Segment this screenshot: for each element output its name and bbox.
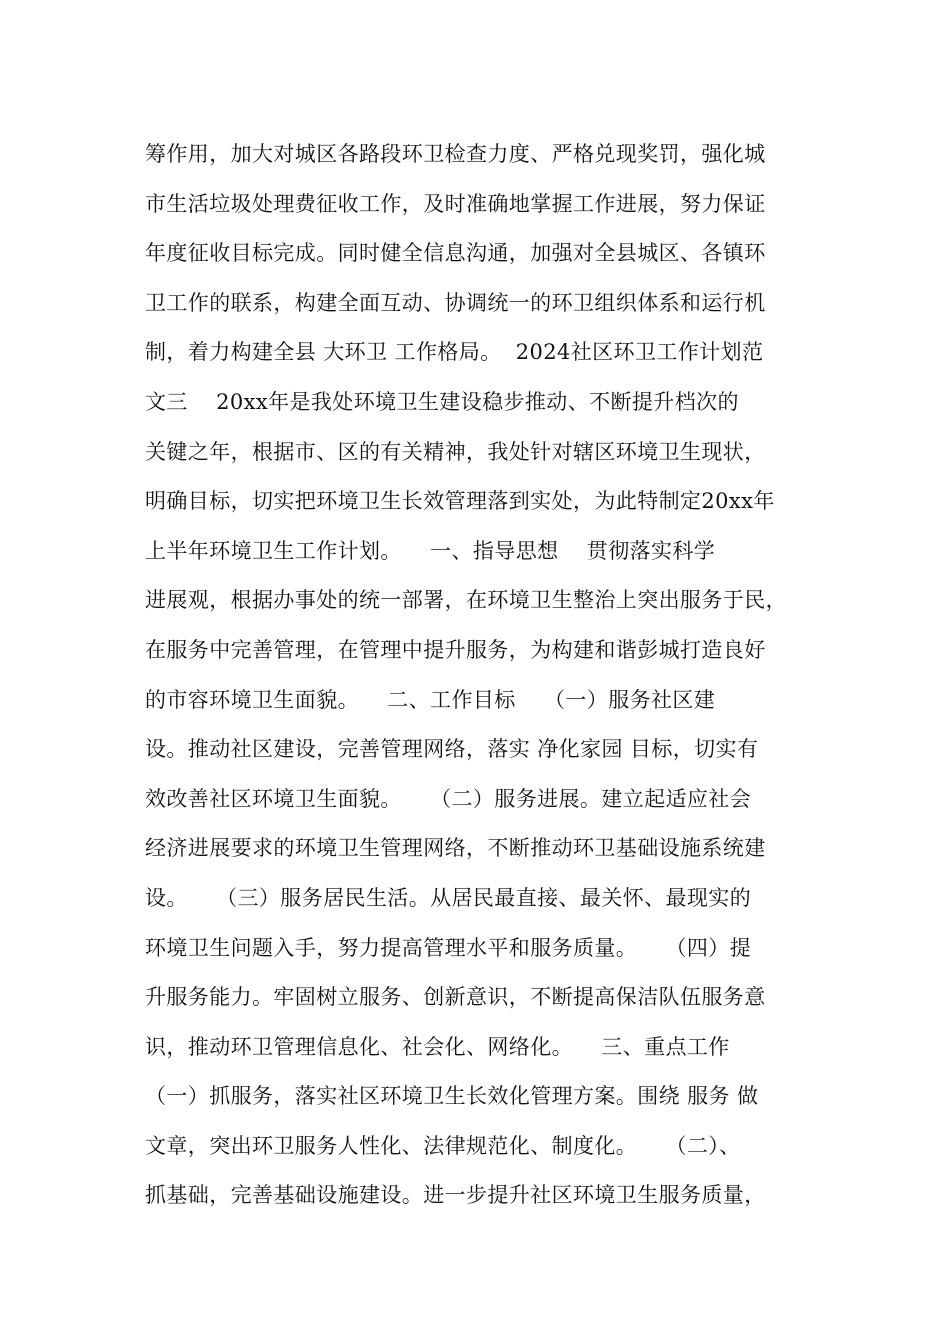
text-line: 设。 （三）服务居民生活。从居民最直接、最关怀、最现实的 bbox=[145, 885, 752, 910]
text-line: （一）抓服务，落实社区环境卫生长效化管理方案。围绕 服务 做 bbox=[145, 1084, 759, 1109]
text-line: 上半年环境卫生工作计划。 一、指导思想 贯彻落实科学 bbox=[145, 538, 716, 563]
text-line: 升服务能力。牢固树立服务、创新意识，不断提高保洁队伍服务意 bbox=[145, 985, 766, 1010]
text-line: 效改善社区环境卫生面貌。 （二）服务进展。建立起适应社会 bbox=[145, 786, 752, 811]
text-line: 识，推动环卫管理信息化、社会化、网络化。 三、重点工作 bbox=[145, 1034, 730, 1059]
text-line: 文章，突出环卫服务人性化、法律规范化、制度化。 （二）、 bbox=[145, 1133, 741, 1158]
text-line: 市生活垃圾处理费征收工作，及时准确地掌握工作进展，努力保证 bbox=[145, 191, 766, 216]
text-line: 年度征收目标完成。同时健全信息沟通，加强对全县城区、各镇环 bbox=[145, 241, 766, 266]
document-body bbox=[145, 130, 825, 1221]
text-line: 文三 20xx年是我处环境卫生建设稳步推动、不断提升档次的 bbox=[145, 389, 739, 414]
text-line: 设。推动社区建设，完善管理网络，落实 净化家园 目标，切实有 bbox=[145, 737, 759, 762]
text-line: 卫工作的联系，构建全面互动、协调统一的环卫组织体系和运行机 bbox=[145, 290, 766, 315]
text-line: 制，着力构建全县 大环卫 工作格局。 2024社区环卫工作计划范 bbox=[145, 340, 764, 365]
text-line: 进展观，根据办事处的统一部署，在环境卫生整治上突出服务于民， bbox=[145, 588, 787, 613]
text-line: 明确目标，切实把环境卫生长效管理落到实处，为此特制定20xx年 bbox=[145, 489, 775, 514]
text-line: 筹作用，加大对城区各路段环卫检查力度、严格兑现奖罚，强化城 bbox=[145, 142, 766, 166]
text-line: 的市容环境卫生面貌。 二、工作目标 （一）服务社区建 bbox=[145, 687, 716, 712]
text-line: 环境卫生问题入手，努力提高管理水平和服务质量。 （四）提 bbox=[145, 935, 752, 960]
text-line: 关键之年，根据市、区的有关精神，我处针对辖区环境卫生现状， bbox=[145, 439, 766, 464]
text-line: 经济进展要求的环境卫生管理网络，不断推动环卫基础设施系统建 bbox=[145, 836, 766, 861]
text-line: 在服务中完善管理，在管理中提升服务，为构建和谐彭城打造良好 bbox=[145, 637, 766, 662]
text-line: 抓基础，完善基础设施建设。进一步提升社区环境卫生服务质量， bbox=[145, 1183, 766, 1208]
